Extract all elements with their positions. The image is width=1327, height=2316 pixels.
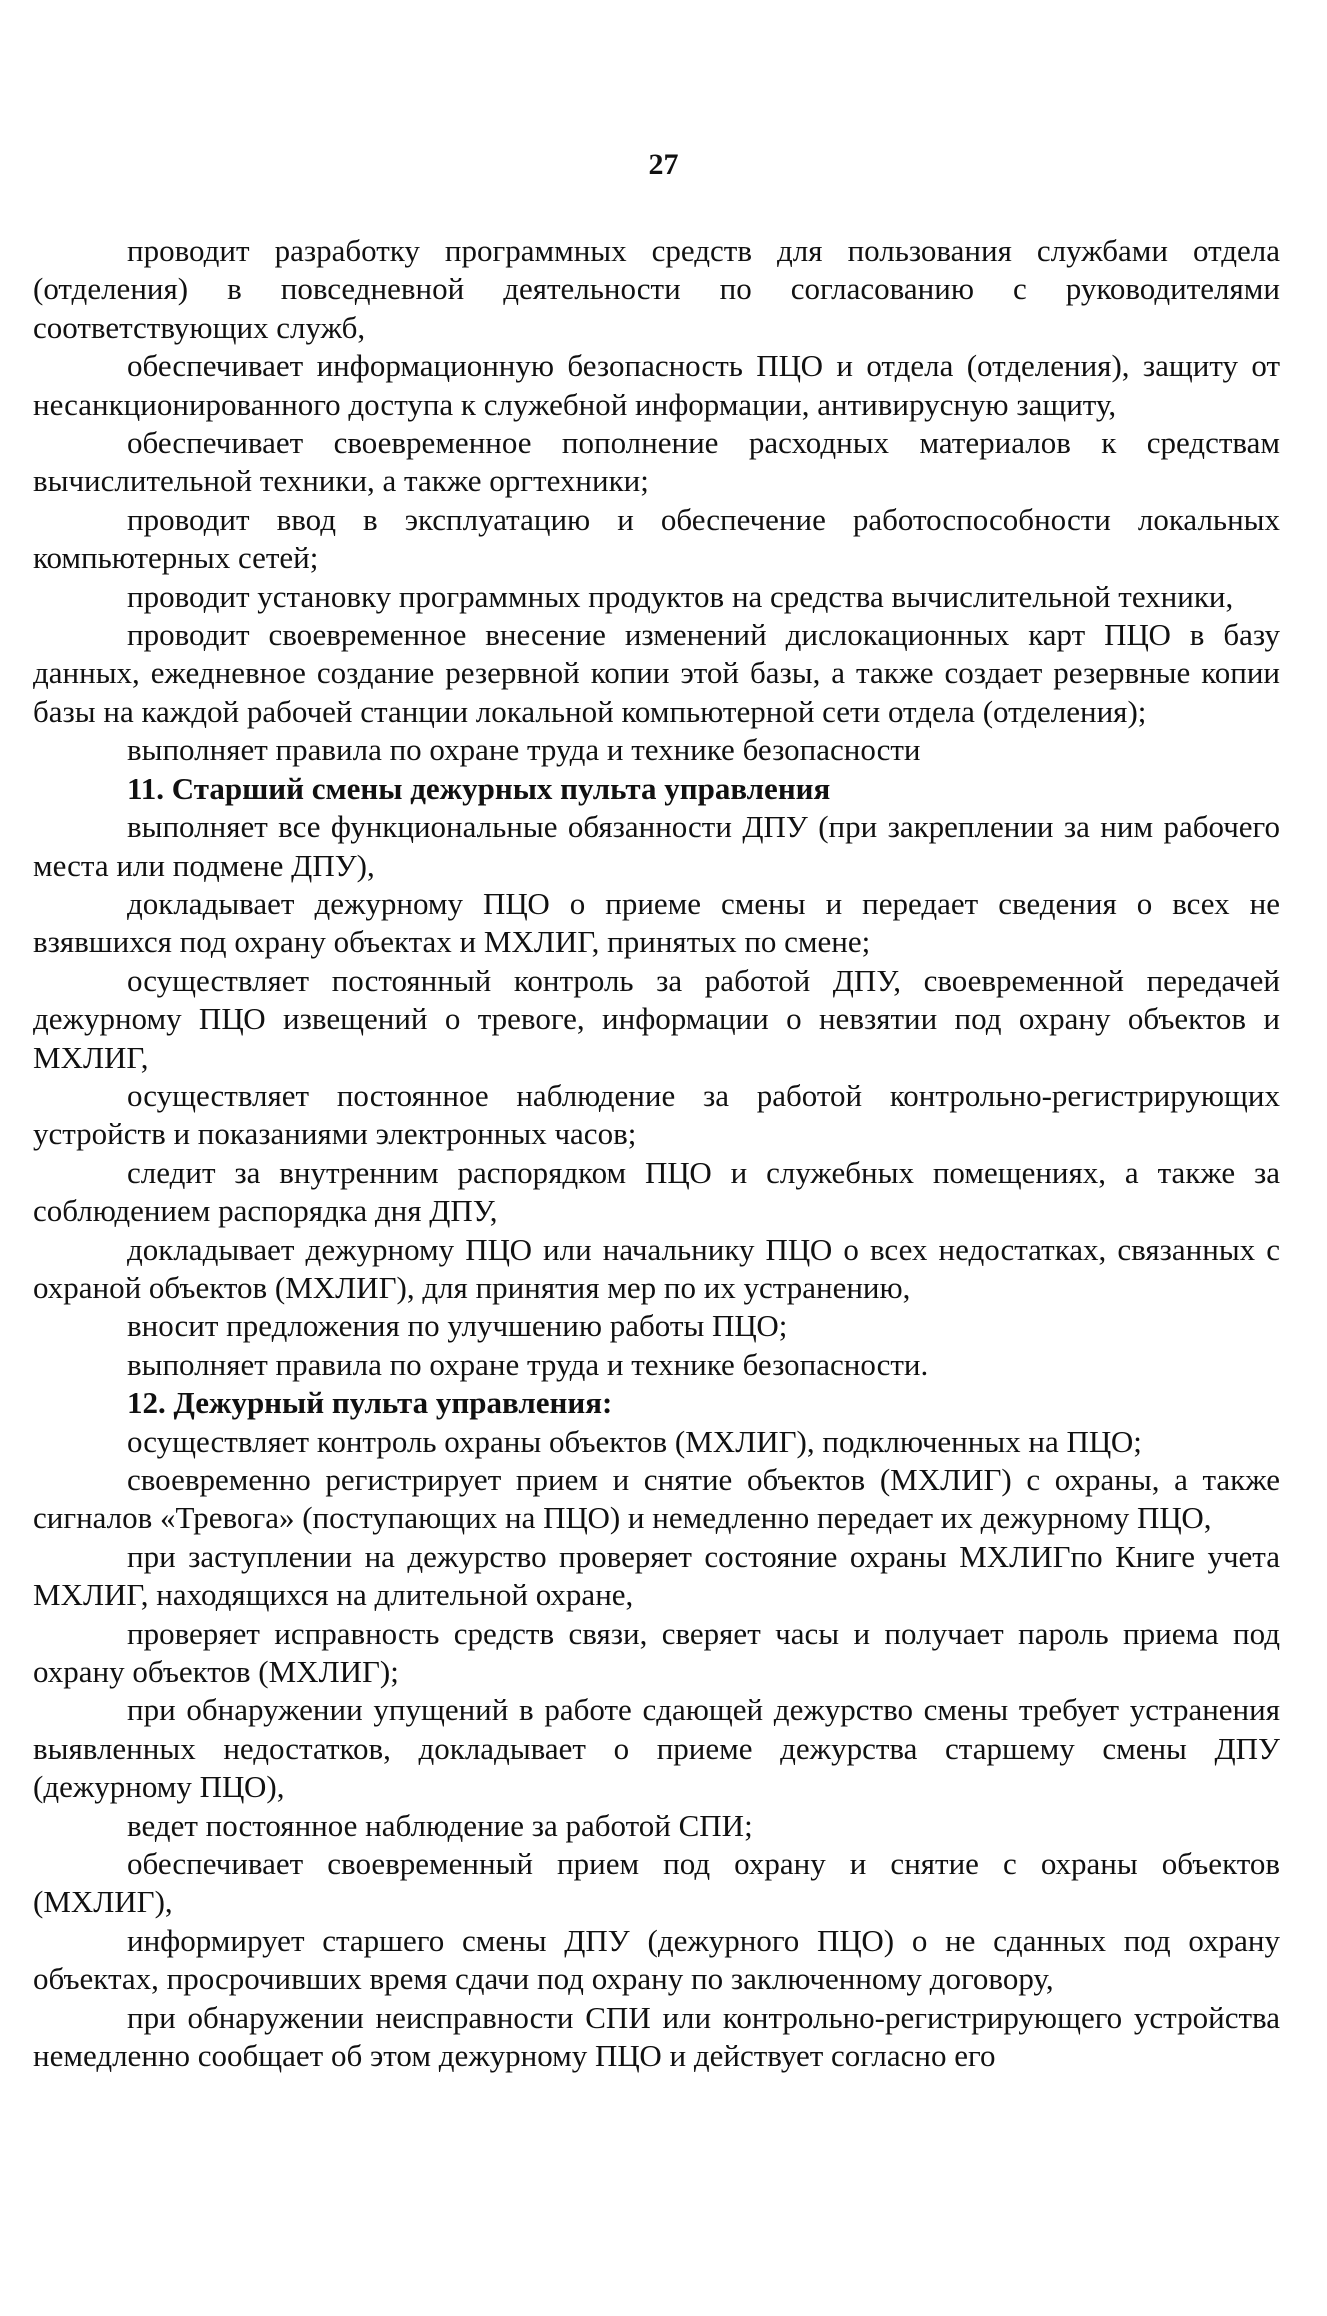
paragraph-consumables: обеспечивает своевременное пополнение расходных материалов к средствам вычислительной техники, а также оргтехники; <box>33 425 1280 499</box>
paragraph-software-development: проводит разработку программных средств для пользования службами отдела (отделения) в повседневной деятельности по согласованию с руководителями соответствующих служб, <box>33 233 1280 345</box>
paragraph-communication-check: проверяет исправность средств связи, сверяет часы и получает пароль приема под охрану объектов (МХЛИГ); <box>33 1615 1280 1690</box>
paragraph-register-objects: своевременно регистрирует прием и снятие объектов (МХЛИГ) с охраны, а также сигналов «Тревога» (поступающих на ПЦО) и немедленно передает их дежурному ПЦО, <box>33 1462 1280 1536</box>
paragraph-safety-rules-2: выполняет правила по охране труда и технике безопасности. <box>127 1346 929 1382</box>
paragraph-functional-duties: выполняет все функциональные обязанности ДПУ (при закреплении за ним рабочего места или подмене ДПУ), <box>33 809 1280 883</box>
paragraph-spi-monitoring: ведет постоянное наблюдение за работой СПИ; <box>127 1807 753 1843</box>
paragraph-timely-acceptance: обеспечивает своевременный прием под охрану и снятие с охраны объектов (МХЛИГ), <box>33 1846 1280 1920</box>
paragraph-safety-rules: выполняет правила по охране труда и технике безопасности <box>127 732 921 768</box>
paragraph-suggestions: вносит предложения по улучшению работы ПЦО; <box>127 1308 788 1344</box>
paragraph-malfunction-report: при обнаружении неисправности СПИ или контрольно-регистрирующего устройства немедленно сообщает об этом дежурному ПЦО и действует согласно его <box>33 1999 1280 2074</box>
paragraph-dpu-control: осуществляет постоянный контроль за работой ДПУ, своевременной передачей дежурному ПЦО извещений о тревоге, информации о невзятии под охрану объектов и МХЛИГ, <box>33 962 1280 1075</box>
paragraph-shift-handover: при обнаружении упущений в работе сдающей дежурство смены требует устранения выявленных недостатков, докладывает о приеме дежурства старшему смены ДПУ (дежурному ПЦО), <box>33 1692 1280 1805</box>
paragraph-local-networks: проводит ввод в эксплуатацию и обеспечение работоспособности локальных компьютерных сетей; <box>33 501 1280 576</box>
page-number: 27 <box>648 148 679 181</box>
paragraph-software-install: проводит установку программных продуктов на средства вычислительной техники, <box>127 578 1234 614</box>
paragraph-device-monitoring: осуществляет постоянное наблюдение за работой контрольно-регистрирующих устройств и показаниями электронных часов; <box>33 1077 1280 1152</box>
paragraph-duty-check: при заступлении на дежурство проверяет состояние охраны МХЛИГпо Книге учета МХЛИГ, находящихся на длительной охране, <box>33 1538 1280 1613</box>
paragraph-database-updates: проводит своевременное внесение изменений дислокационных карт ПЦО в базу данных, ежедневное создание резервной копии этой базы, а также создает резервные копии базы на каждой рабочей станции локальной компьютерной сети отдела (отделения); <box>33 617 1280 729</box>
section-heading-11: 11. Старший смены дежурных пульта управления <box>127 770 831 806</box>
paragraph-inform-senior: информирует старшего смены ДПУ (дежурного ПЦО) о не сданных под охрану объектах, просрочивших время сдачи под охрану по заключенному договору, <box>33 1922 1280 1997</box>
paragraph-protection-control: осуществляет контроль охраны объектов (МХЛИГ), подключенных на ПЦО; <box>127 1423 1142 1459</box>
paragraph-report-shortcomings: докладывает дежурному ПЦО или начальнику ПЦО о всех недостатках, связанных с охраной объектов (МХЛИГ), для принятия мер по их устранению, <box>33 1231 1280 1305</box>
document-body <box>33 232 1280 2076</box>
paragraph-shift-report: докладывает дежурному ПЦО о приеме смены и передает сведения о всех не взявшихся под охрану объектах и МХЛИГ, принятых по смене; <box>33 885 1280 960</box>
paragraph-information-security: обеспечивает информационную безопасность ПЦО и отдела (отделения), защиту от несанкционированного доступа к служебной информации, антивирусную защиту, <box>33 348 1280 422</box>
section-heading-12: 12. Дежурный пульта управления: <box>127 1385 613 1421</box>
paragraph-internal-order: следит за внутренним распорядком ПЦО и служебных помещениях, а также за соблюдением распорядка дня ДПУ, <box>33 1154 1280 1229</box>
